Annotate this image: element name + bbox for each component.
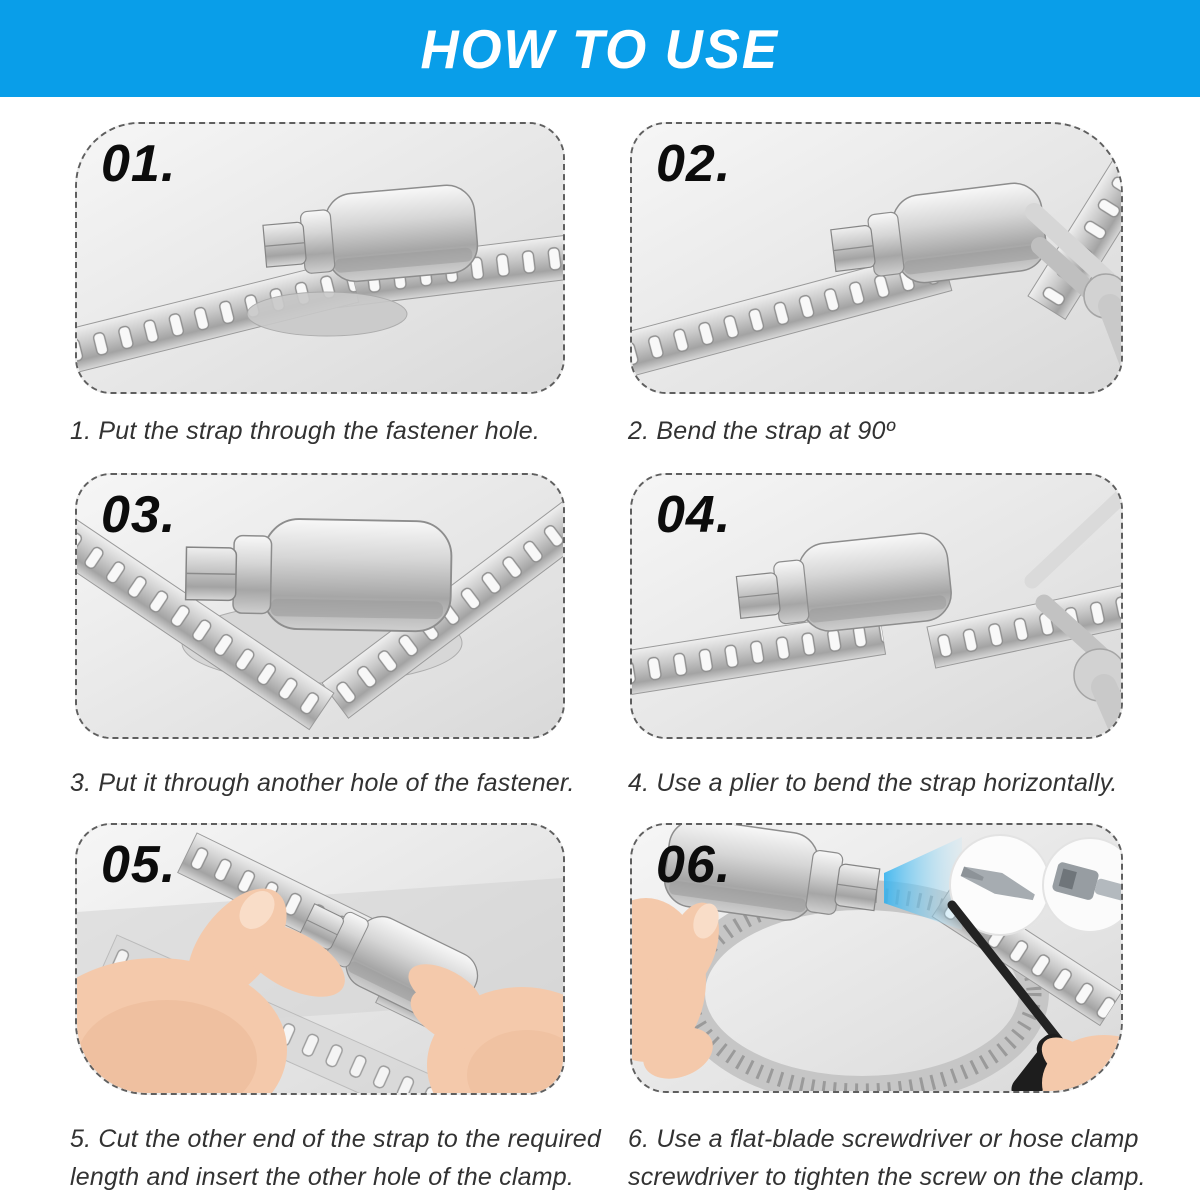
step-number: 02. bbox=[656, 135, 732, 193]
step-caption-3: 3. Put it through another hole of the fastener. bbox=[70, 769, 575, 797]
step-number: 06. bbox=[656, 836, 732, 894]
step-number: 03. bbox=[101, 486, 177, 544]
step-number: 04. bbox=[656, 486, 732, 544]
step-panel-2 bbox=[630, 122, 1123, 394]
step-panel-5 bbox=[75, 823, 565, 1095]
step-panel-3 bbox=[75, 473, 565, 739]
step-caption-5: 5. Cut the other end of the strap to the required length and insert the other hole of the clamp. bbox=[70, 1125, 601, 1191]
step-caption-6: 6. Use a flat-blade screwdriver or hose clamp screwdriver to tighten the screw on the clamp. bbox=[628, 1125, 1146, 1191]
page-title: HOW TO USE bbox=[420, 17, 780, 80]
step-panel-1 bbox=[75, 122, 565, 394]
step-caption-2: 2. Bend the strap at 90º bbox=[628, 417, 895, 445]
fastener-bracket bbox=[247, 292, 407, 336]
step-caption-1: 1. Put the strap through the fastener hole. bbox=[70, 417, 541, 445]
step-number: 05. bbox=[101, 836, 177, 894]
step-caption-4: 4. Use a plier to bend the strap horizontally. bbox=[628, 769, 1118, 797]
step-number: 01. bbox=[101, 135, 177, 193]
step-panel-6 bbox=[630, 823, 1123, 1093]
header-banner bbox=[0, 0, 1200, 97]
step-panel-4 bbox=[630, 473, 1123, 739]
